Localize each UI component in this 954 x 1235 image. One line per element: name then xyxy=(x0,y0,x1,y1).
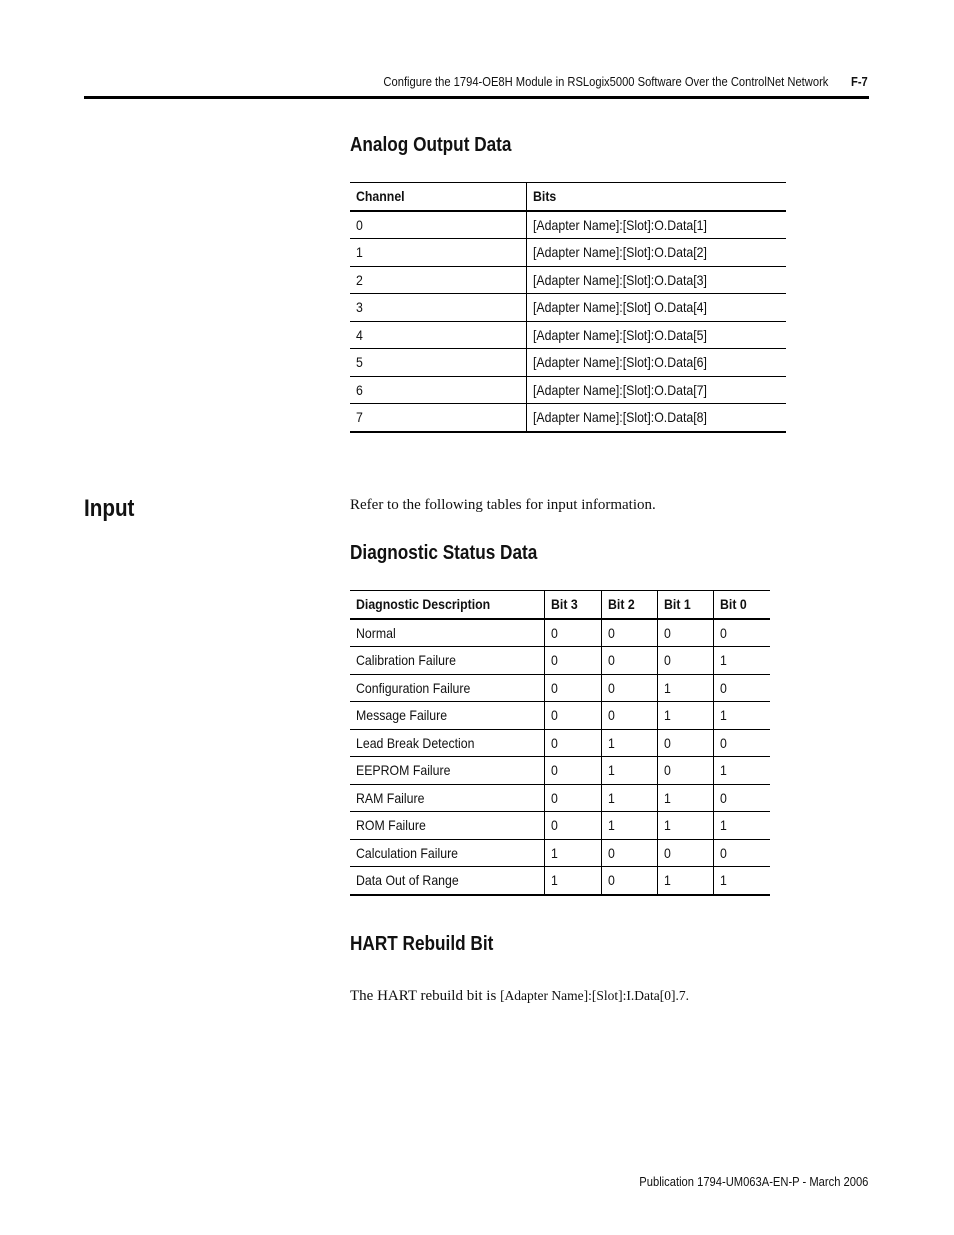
table-row xyxy=(350,839,770,867)
table-cell-bit3: 0 xyxy=(544,702,601,730)
table-cell-bits: [Adapter Name]:[Slot]:O.Data[6] xyxy=(526,349,786,377)
table-cell-channel: 7 xyxy=(350,404,526,432)
table-cell-description: Lead Break Detection xyxy=(350,729,544,757)
table-cell-bits: [Adapter Name]:[Slot]:O.Data[3] xyxy=(526,266,786,294)
table-cell-description: Calculation Failure xyxy=(350,839,544,867)
table-row xyxy=(350,729,770,757)
table-row xyxy=(350,619,770,647)
table-cell-bits: [Adapter Name]:[Slot]:O.Data[8] xyxy=(526,404,786,432)
table-cell-channel: 0 xyxy=(350,211,526,239)
table-cell-bit1: 0 xyxy=(657,619,713,647)
analog-output-heading: Analog Output Data xyxy=(350,134,512,156)
table-header-row xyxy=(350,591,770,619)
table-row xyxy=(350,404,786,432)
column-header-bit0: Bit 0 xyxy=(713,591,770,619)
table-cell-bits: [Adapter Name]:[Slot]:O.Data[5] xyxy=(526,321,786,349)
table-cell-description: Data Out of Range xyxy=(350,867,544,895)
table-row xyxy=(350,812,770,840)
table-cell-description: Calibration Failure xyxy=(350,647,544,675)
table-cell-bit2: 0 xyxy=(601,647,657,675)
column-header-channel: Channel xyxy=(350,183,526,211)
diagnostic-status-table xyxy=(350,590,770,896)
table-cell-description: Configuration Failure xyxy=(350,674,544,702)
table-cell-bit0: 1 xyxy=(713,867,770,895)
page-number: F-7 xyxy=(851,74,868,89)
input-intro-text: Refer to the following tables for input information. xyxy=(350,497,656,513)
table-cell-bit2: 1 xyxy=(601,729,657,757)
table-cell-channel: 1 xyxy=(350,239,526,267)
table-row xyxy=(350,239,786,267)
table-cell-bit0: 0 xyxy=(713,729,770,757)
table-row xyxy=(350,349,786,377)
table-header-row xyxy=(350,183,786,211)
table-cell-bit3: 0 xyxy=(544,757,601,785)
table-cell-bit0: 1 xyxy=(713,647,770,675)
table-cell-bit3: 0 xyxy=(544,674,601,702)
column-header-bits: Bits xyxy=(526,183,786,211)
hart-rebuild-prefix: The HART rebuild bit is xyxy=(350,988,501,1004)
table-cell-bit3: 0 xyxy=(544,729,601,757)
table-cell-channel: 4 xyxy=(350,321,526,349)
table-row xyxy=(350,784,770,812)
table-row xyxy=(350,376,786,404)
table-cell-bit2: 1 xyxy=(601,784,657,812)
analog-output-table xyxy=(350,182,786,433)
hart-rebuild-text xyxy=(350,988,689,1005)
table-cell-bit0: 1 xyxy=(713,812,770,840)
table-row xyxy=(350,702,770,730)
table-cell-description: ROM Failure xyxy=(350,812,544,840)
table-cell-bit1: 1 xyxy=(657,702,713,730)
table-cell-bit0: 0 xyxy=(713,784,770,812)
hart-rebuild-reference: [Adapter Name]:[Slot]:I.Data[0].7. xyxy=(500,988,689,1003)
table-cell-bit1: 0 xyxy=(657,839,713,867)
table-cell-description: RAM Failure xyxy=(350,784,544,812)
table-cell-bits: [Adapter Name]:[Slot]:O.Data[1] xyxy=(526,211,786,239)
table-cell-bit3: 0 xyxy=(544,784,601,812)
table-cell-description: Normal xyxy=(350,619,544,647)
table-cell-bit1: 0 xyxy=(657,729,713,757)
table-cell-bit0: 0 xyxy=(713,839,770,867)
table-cell-bit2: 1 xyxy=(601,757,657,785)
table-cell-bit3: 0 xyxy=(544,647,601,675)
table-cell-bit3: 1 xyxy=(544,839,601,867)
table-cell-bits: [Adapter Name]:[Slot]:O.Data[2] xyxy=(526,239,786,267)
table-cell-bit3: 1 xyxy=(544,867,601,895)
table-row xyxy=(350,321,786,349)
column-header-description: Diagnostic Description xyxy=(350,591,544,619)
table-cell-bit1: 1 xyxy=(657,784,713,812)
table-cell-bit2: 0 xyxy=(601,839,657,867)
table-cell-bit2: 1 xyxy=(601,812,657,840)
running-header-title: Configure the 1794-OE8H Module in RSLogix5000 Software Over the ControlNet Network xyxy=(383,74,828,89)
column-header-bit1: Bit 1 xyxy=(657,591,713,619)
table-cell-bit1: 1 xyxy=(657,674,713,702)
table-cell-bit3: 0 xyxy=(544,619,601,647)
table-cell-bit0: 0 xyxy=(713,619,770,647)
hart-rebuild-heading: HART Rebuild Bit xyxy=(350,933,494,955)
table-cell-bit1: 1 xyxy=(657,812,713,840)
table-cell-description: Message Failure xyxy=(350,702,544,730)
table-cell-channel: 6 xyxy=(350,376,526,404)
table-row xyxy=(350,266,786,294)
table-cell-channel: 5 xyxy=(350,349,526,377)
table-cell-bit1: 1 xyxy=(657,867,713,895)
table-cell-bits: [Adapter Name]:[Slot]:O.Data[7] xyxy=(526,376,786,404)
table-row xyxy=(350,647,770,675)
table-cell-description: EEPROM Failure xyxy=(350,757,544,785)
table-row xyxy=(350,757,770,785)
table-cell-bit3: 0 xyxy=(544,812,601,840)
table-cell-bit2: 0 xyxy=(601,674,657,702)
table-cell-bits: [Adapter Name]:[Slot] O.Data[4] xyxy=(526,294,786,322)
table-cell-bit2: 0 xyxy=(601,702,657,730)
table-cell-bit2: 0 xyxy=(601,619,657,647)
column-header-bit3: Bit 3 xyxy=(544,591,601,619)
table-cell-bit1: 0 xyxy=(657,647,713,675)
table-cell-channel: 3 xyxy=(350,294,526,322)
table-row xyxy=(350,867,770,895)
table-cell-bit0: 0 xyxy=(713,674,770,702)
column-header-bit2: Bit 2 xyxy=(601,591,657,619)
table-cell-channel: 2 xyxy=(350,266,526,294)
table-cell-bit0: 1 xyxy=(713,757,770,785)
table-row xyxy=(350,294,786,322)
table-row xyxy=(350,674,770,702)
table-cell-bit1: 0 xyxy=(657,757,713,785)
table-cell-bit2: 0 xyxy=(601,867,657,895)
diagnostic-status-heading: Diagnostic Status Data xyxy=(350,542,538,564)
publication-footer: Publication 1794-UM063A-EN-P - March 2006 xyxy=(638,1174,868,1189)
header-rule xyxy=(84,96,869,99)
input-heading: Input xyxy=(84,495,135,522)
table-cell-bit0: 1 xyxy=(713,702,770,730)
table-row xyxy=(350,211,786,239)
